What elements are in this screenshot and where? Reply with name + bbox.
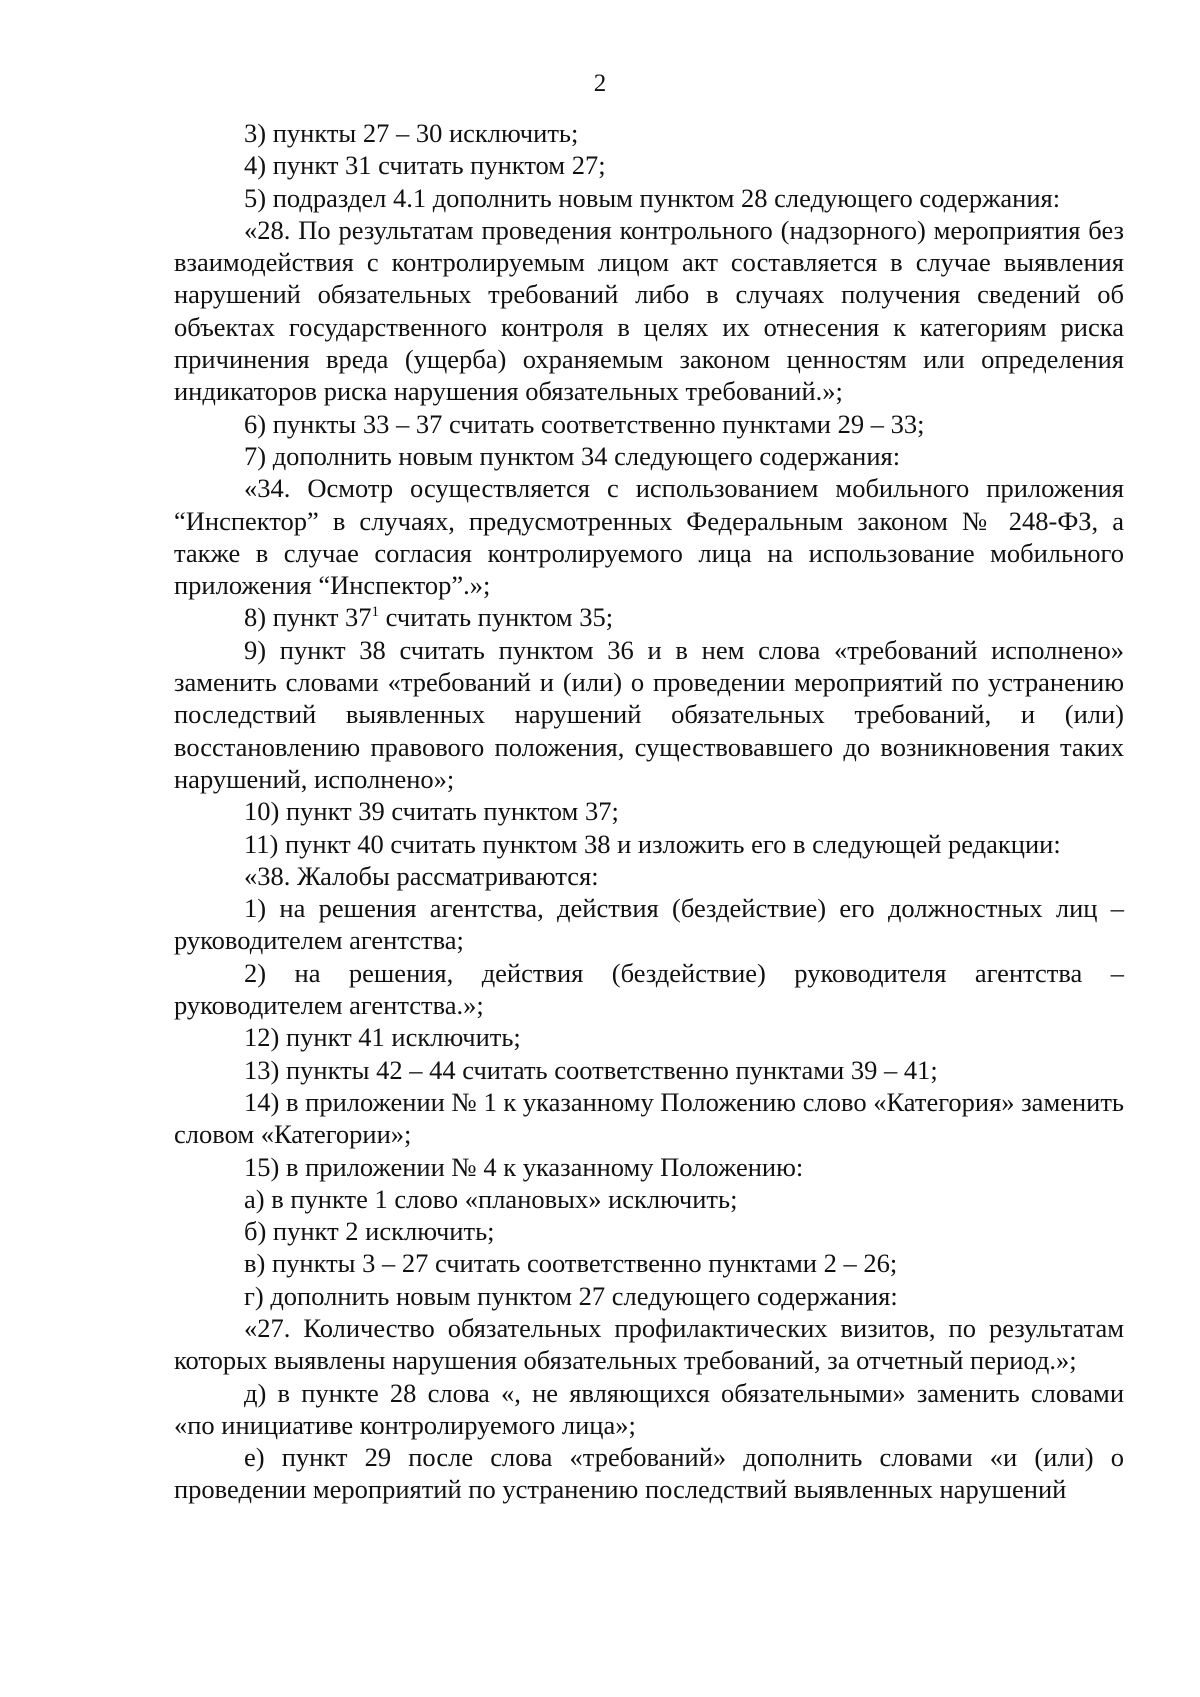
paragraph: б) пункт 2 исключить; xyxy=(244,1216,495,1247)
paragraph: 12) пункт 41 исключить; xyxy=(244,1022,521,1053)
paragraph: «28. По результатам проведения контрольного (надзорного) мероприятия без взаимодействия с контролируемым лицом акт составляется в случае выявления нарушений обязательных требований либо в случаях получения сведений об объектах государственного контроля в целях их отнесения к категориям риска причинения вреда (ущерба) охраняемым законом ценностям или определения индикаторов риска нарушения обязательных требований.»; xyxy=(174,214,1124,407)
paragraph: «38. Жалобы рассматриваются: xyxy=(244,860,599,891)
page-number: 2 xyxy=(593,70,607,97)
paragraph: 5) подраздел 4.1 дополнить новым пунктом 28 следующего содержания: xyxy=(244,182,1061,213)
document-body xyxy=(174,117,1124,1506)
paragraph: 9) пункт 38 считать пунктом 36 и в нем слова «требований исполнено» заменить словами «требований и (или) о проведении мероприятий по устранению последствий выявленных нарушений обязательных требований, и (или) восстановлению правового положения, существовавшего до возникновения таких нарушений, исполнено»; xyxy=(174,634,1124,794)
paragraph: 6) пункты 33 – 37 считать соответственно пунктами 29 – 33; xyxy=(244,408,925,439)
paragraph: 3) пункты 27 – 30 исключить; xyxy=(244,118,579,148)
paragraph: 7) дополнить новым пунктом 34 следующего содержания: xyxy=(244,440,901,471)
paragraph-text: считать пунктом 35; xyxy=(379,602,614,633)
paragraph: 14) в приложении № 1 к указанному Положению слово «Категория» заменить словом «Категории»; xyxy=(174,1086,1124,1150)
paragraph: 15) в приложении № 4 к указанному Положению: xyxy=(244,1151,804,1182)
paragraph: 13) пункты 42 – 44 считать соответственно пунктами 39 – 41; xyxy=(244,1054,938,1085)
paragraph: 4) пункт 31 считать пунктом 27; xyxy=(244,150,606,181)
paragraph-text: 8) пункт 37 xyxy=(244,602,372,633)
paragraph: 10) пункт 39 считать пунктом 37; xyxy=(244,796,619,827)
paragraph: 1) на решения агентства, действия (бездействие) его должностных лиц – руководителем агентства; xyxy=(174,893,1124,956)
paragraph: 2) на решения, действия (бездействие) руководителя агентства – руководителем агентства.»; xyxy=(174,957,1124,1021)
paragraph xyxy=(174,601,1124,633)
paragraph: е) пункт 29 после слова «требований» дополнить словами «и (или) о проведении мероприятий по устранению последствий выявленных нарушений xyxy=(174,1442,1124,1505)
paragraph: г) дополнить новым пунктом 27 следующего содержания: xyxy=(244,1280,898,1311)
paragraph: «27. Количество обязательных профилактических визитов, по результатам которых выявлены нарушения обязательных требований, за отчетный период.»; xyxy=(174,1312,1124,1376)
paragraph: 11) пункт 40 считать пунктом 38 и изложить его в следующей редакции: xyxy=(244,828,1061,859)
paragraph: в) пункты 3 – 27 считать соответственно пунктами 2 – 26; xyxy=(244,1248,898,1279)
paragraph: а) в пункте 1 слово «плановых» исключить; xyxy=(244,1183,738,1214)
paragraph: «34. Осмотр осуществляется с использованием мобильного приложения “Инспектор” в случаях, предусмотренных Федеральным законом № 248-ФЗ, а также в случае согласия контролируемого лица на использование мобильного приложения “Инспектор”.»; xyxy=(174,473,1124,601)
superscript: 1 xyxy=(371,604,380,621)
paragraph: д) в пункте 28 слова «, не являющихся обязательными» заменить словами «по инициативе контролируемого лица»; xyxy=(174,1377,1124,1440)
